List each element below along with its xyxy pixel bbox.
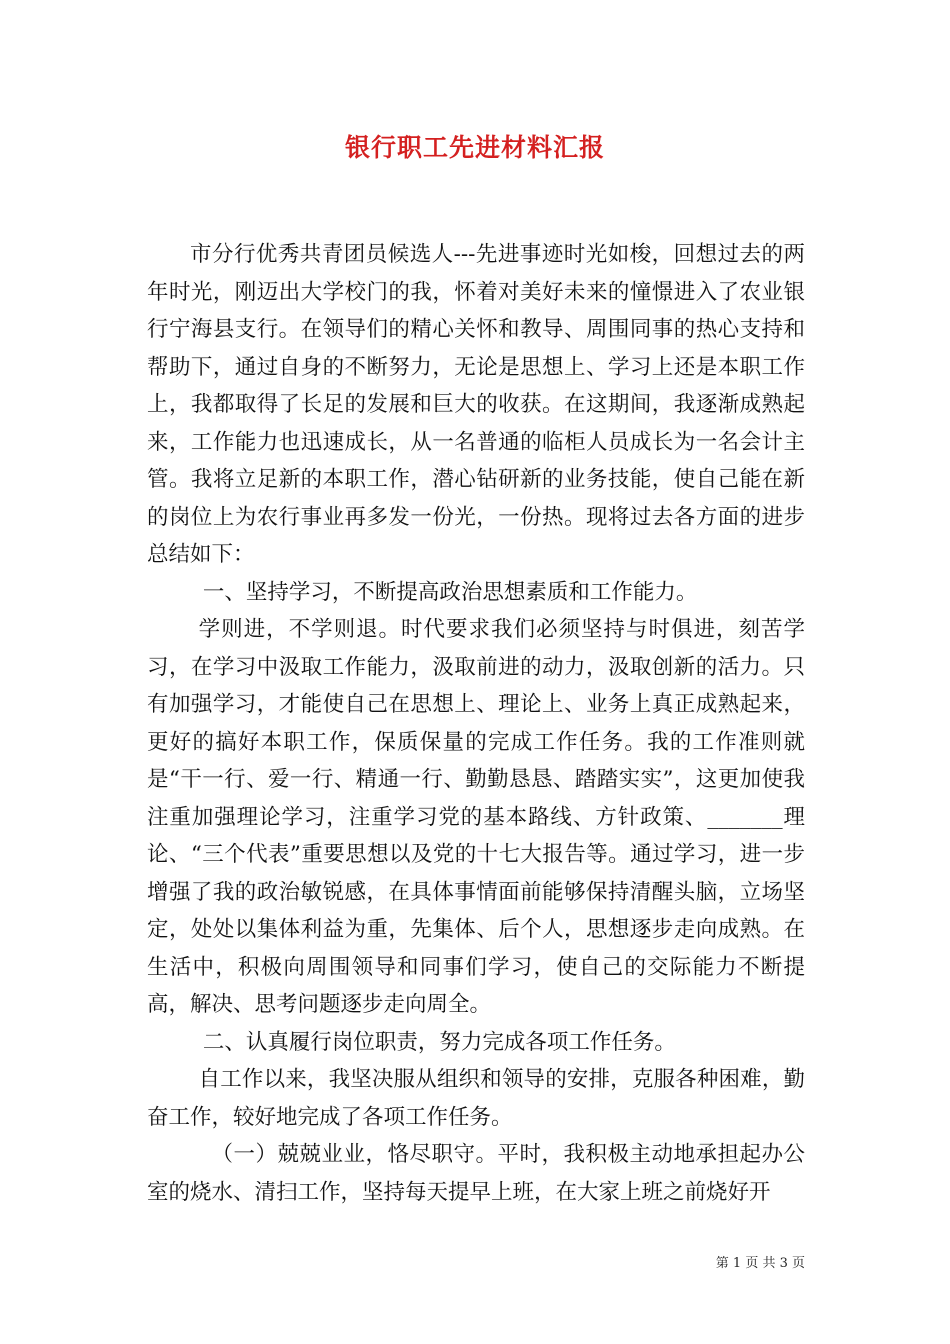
- section-heading-1: 一、坚持学习，不断提高政治思想素质和工作能力。: [202, 579, 698, 605]
- section-heading-2: 二、认真履行岗位职责，努力完成各项工作任务。: [202, 1029, 676, 1055]
- document-body: [147, 236, 805, 1211]
- document-title: 银行职工先进材料汇报: [344, 133, 605, 162]
- paragraph-intro: 市分行优秀共青团员候选人---先进事迹时光如梭，回想过去的两年时光，刚迈出大学校门的我，怀着对美好未来的憧憬进入了农业银行宁海县支行。在领导们的精心关怀和教导、周围同事的热心支持和帮助下，通过自身的不断努力，无论是思想上、学习上还是本职工作上，我都取得了长足的发展和巨大的收获。在这期间，我逐渐成熟起来，工作能力也迅速成长，从一名普通的临柜人员成长为一名会计主管。我将立足新的本职工作，潜心钻研新的业务技能，使自己能在新的岗位上为农行事业再多发一份光，一份热。现将过去各方面的进步总结如下：: [147, 242, 805, 567]
- paragraph-duties: 自工作以来，我坚决服从组织和领导的安排，克服各种困难，勤奋工作，较好地完成了各项工作任务。: [147, 1067, 805, 1130]
- paragraph-subsection-1: （一）兢兢业业，恪尽职守。平时，我积极主动地承担起办公室的烧水、清扫工作，坚持每天提早上班，在大家上班之前烧好开: [147, 1142, 805, 1205]
- paragraph-study: 学则进，不学则退。时代要求我们必须坚持与时俱进，刻苦学习，在学习中汲取工作能力，汲取前进的动力，汲取创新的活力。只有加强学习，才能使自己在思想上、理论上、业务上真正成熟起来，更好的搞好本职工作，保质保量的完成工作任务。我的工作准则就是“干一行、爱一行、精通一行、勤勤恳恳、踏踏实实”，这更加使我注重加强理论学习，注重学习党的基本路线、方针政策、_______理论、“三个代表”重要思想以及党的十七大报告等。通过学习，进一步增强了我的政治敏锐感，在具体事情面前能够保持清醒头脑，立场坚定，处处以集体利益为重，先集体、后个人，思想逐步走向成熟。在生活中，积极向周围领导和同事们学习，使自己的交际能力不断提高，解决、思考问题逐步走向周全。: [147, 617, 805, 1017]
- page-number: 第 1 页 共 3 页: [715, 1256, 805, 1271]
